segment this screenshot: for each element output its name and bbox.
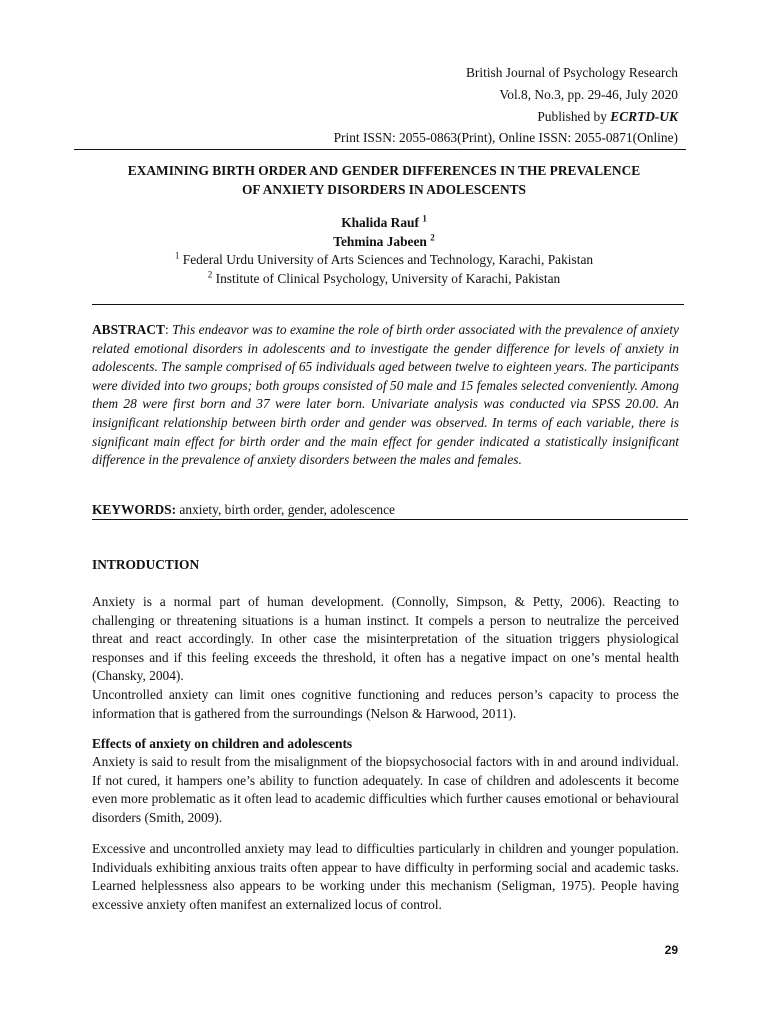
effects-heading: Effects of anxiety on children and adolescents	[92, 736, 353, 751]
paper-title	[80, 162, 688, 199]
introduction-body	[92, 593, 679, 723]
effects-paragraph-1	[92, 753, 679, 827]
effects-paragraph-1-text: Anxiety is said to result from the misalignment of the biopsychosocial factors with in and around individual. If not cured, it hampers one’s ability to function adequately. In case of children and adolescents it become even more problematic as it often lead to academic difficulties which further causes emotional or behavioural disorders (Smith, 2009).	[92, 754, 679, 825]
abstract-label: ABSTRACT	[92, 322, 165, 337]
author-name: Khalida Rauf	[341, 215, 419, 230]
publisher-line	[334, 106, 678, 128]
affiliation-1	[80, 251, 688, 270]
issn-line: Print ISSN: 2055-0863(Print), Online ISSN: 2055-0871(Online)	[74, 127, 686, 150]
divider-bottom	[92, 519, 688, 520]
abstract	[92, 321, 679, 470]
author-2	[80, 233, 688, 252]
author-sup: 2	[430, 232, 435, 243]
effects-paragraph-2	[92, 840, 679, 914]
volume-info: Vol.8, No.3, pp. 29-46, July 2020	[499, 86, 678, 102]
title-line-2: OF ANXIETY DISORDERS IN ADOLESCENTS	[242, 181, 526, 197]
affiliation-sup: 1	[174, 250, 180, 261]
abstract-text: This endeavor was to examine the role of birth order associated with the prevalence of anxiety related emotional disorders in adolescents and to investigate the gender difference for levels of anxiety in adolescents. The sample comprised of 65 individuals aged between twelve to eighteen years. The participants were divided into two groups; both groups consisted of 50 male and 15 females selected conveniently. Among them 28 were first born and 37 were later born. Univariate analysis was conducted via SPSS 20.00. An insignificant relationship between birth order and gender was observed. In terms of each variable, there is significant main effect for birth order and the main effect for gender indicated a statistically insignificant difference in the prevalence of anxiety disorders between the males and females.	[92, 322, 679, 468]
page-number: 29	[664, 943, 678, 957]
abstract-separator: :	[164, 322, 173, 337]
affiliation-2	[80, 270, 688, 289]
introduction-heading: INTRODUCTION	[92, 557, 200, 572]
author-sup: 1	[422, 213, 427, 224]
effects-paragraph-2-text: Excessive and uncontrolled anxiety may lead to difficulties particularly in children and younger population. Individuals exhibiting anxious traits often appear to have difficulty in performing social and academic tasks. Learned helplessness also appears to be working under this mechanism (Seligman, 1975). People having excessive anxiety often manifest an externalized locus of control.	[92, 841, 679, 912]
keywords-text: anxiety, birth order, gender, adolescence	[176, 502, 395, 517]
author-name: Tehmina Jabeen	[333, 233, 427, 249]
divider-top	[92, 304, 684, 305]
publisher-name: ECRTD-UK	[610, 108, 678, 124]
keywords	[92, 501, 395, 520]
introduction-paragraph-2: Uncontrolled anxiety can limit ones cognitive functioning and reduces person’s capacity to process the information that is gathered from the surroundings (Nelson & Harwood, 2011).	[92, 686, 679, 721]
affiliation-text: Federal Urdu University of Arts Sciences and Technology, Karachi, Pakistan	[182, 252, 594, 267]
author-block	[80, 214, 688, 288]
affiliation-text: Institute of Clinical Psychology, University of Karachi, Pakistan	[215, 270, 561, 286]
title-line-1: EXAMINING BIRTH ORDER AND GENDER DIFFERENCES IN THE PREVALENCE	[127, 163, 641, 178]
keywords-label: KEYWORDS:	[92, 502, 177, 517]
author-1	[80, 214, 688, 233]
affiliation-sup: 2	[207, 269, 213, 280]
journal-header	[334, 62, 678, 150]
published-prefix: Published by	[537, 108, 611, 124]
journal-name: British Journal of Psychology Research	[466, 65, 678, 80]
introduction-paragraph-1: Anxiety is a normal part of human development. (Connolly, Simpson, & Petty, 2006). Reacting to challenging or threatening situations is a human instinct. It compels a person to neutralize the perceived threat and react accordingly. In other case the misinterpretation of the situation triggers physiological responses and if this feeling exceeds the threshold, it often has a negative impact on one’s mental health (Chansky, 2004).	[92, 594, 679, 684]
